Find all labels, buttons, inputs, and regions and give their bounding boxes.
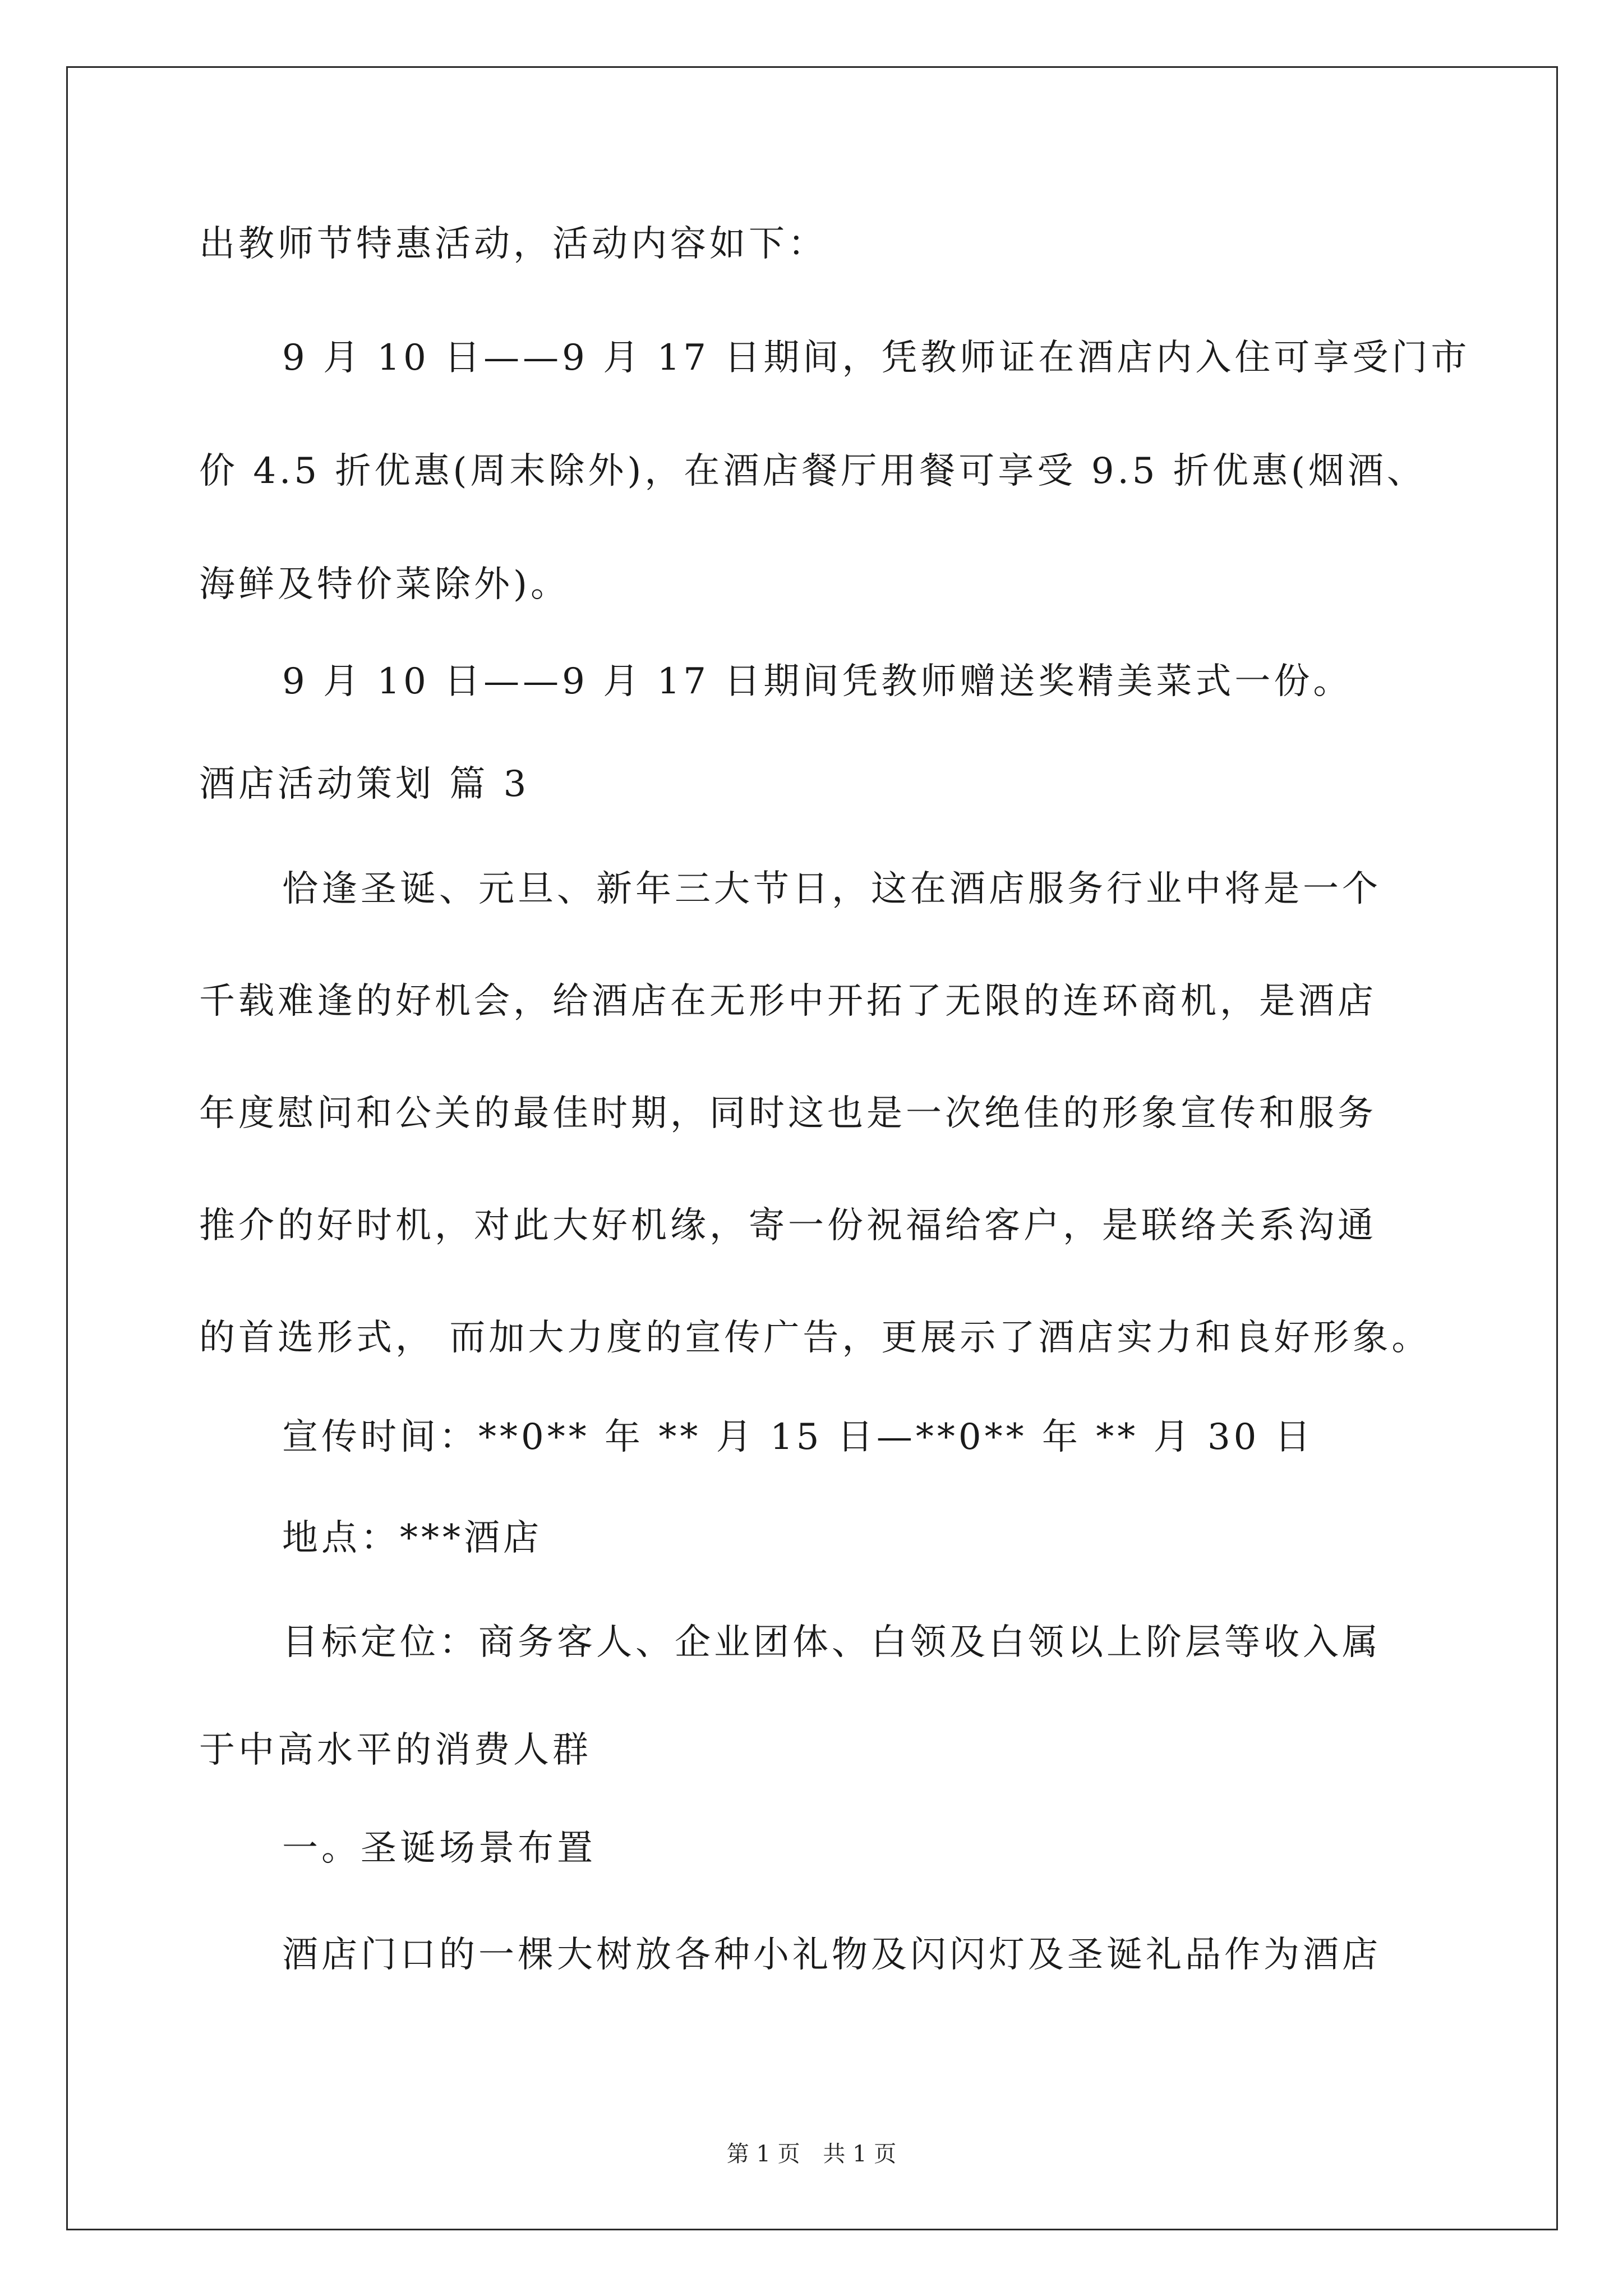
paragraph-line: 目标定位：商务客人、企业团体、白领及白领以上阶层等收入属 [282, 1622, 1381, 1663]
section-heading: 酒店活动策划 篇 3 [199, 763, 530, 805]
paragraph-line: 的首选形式， 而加大力度的宣传广告，更展示了酒店实力和良好形象。 [199, 1317, 1431, 1359]
paragraph-line: 9 月 10 日——9 月 17 日期间，凭教师证在酒店内入住可享受门市 [282, 337, 1470, 379]
paragraph-line: 地点：***酒店 [282, 1517, 542, 1559]
paragraph-line: 推介的好时机，对此大好机缘，寄一份祝福给客户，是联络关系沟通 [199, 1205, 1377, 1246]
paragraph-line: 出教师节特惠活动，活动内容如下： [199, 223, 827, 265]
paragraph-line: 酒店门口的一棵大树放各种小礼物及闪闪灯及圣诞礼品作为酒店 [282, 1934, 1381, 1976]
paragraph-line: 价 4.5 折优惠(周末除外)，在酒店餐厅用餐可享受 9.5 折优惠(烟酒、 [199, 450, 1426, 492]
paragraph-line: 千载难逢的好机会，给酒店在无形中开拓了无限的连环商机，是酒店 [199, 981, 1377, 1022]
paragraph-line: 恰逢圣诞、元旦、新年三大节日，这在酒店服务行业中将是一个 [282, 868, 1381, 910]
paragraph-line: 一。圣诞场景布置 [282, 1828, 596, 1869]
page-frame [66, 66, 1558, 2230]
paragraph-line: 于中高水平的消费人群 [199, 1729, 592, 1771]
paragraph-line: 海鲜及特价菜除外)。 [199, 564, 570, 605]
page-number: 第 1 页 [726, 2141, 800, 2167]
paragraph-line: 年度慰问和公关的最佳时期，同时这也是一次绝佳的形象宣传和服务 [199, 1093, 1377, 1134]
page-total: 共 1 页 [823, 2141, 897, 2167]
paragraph-line: 宣传时间：**0** 年 ** 月 15 日—**0** 年 ** 月 30 日 [282, 1416, 1314, 1458]
paragraph-line: 9 月 10 日——9 月 17 日期间凭教师赠送奖精美菜式一份。 [282, 661, 1353, 702]
page-footer [0, 2140, 1623, 2168]
